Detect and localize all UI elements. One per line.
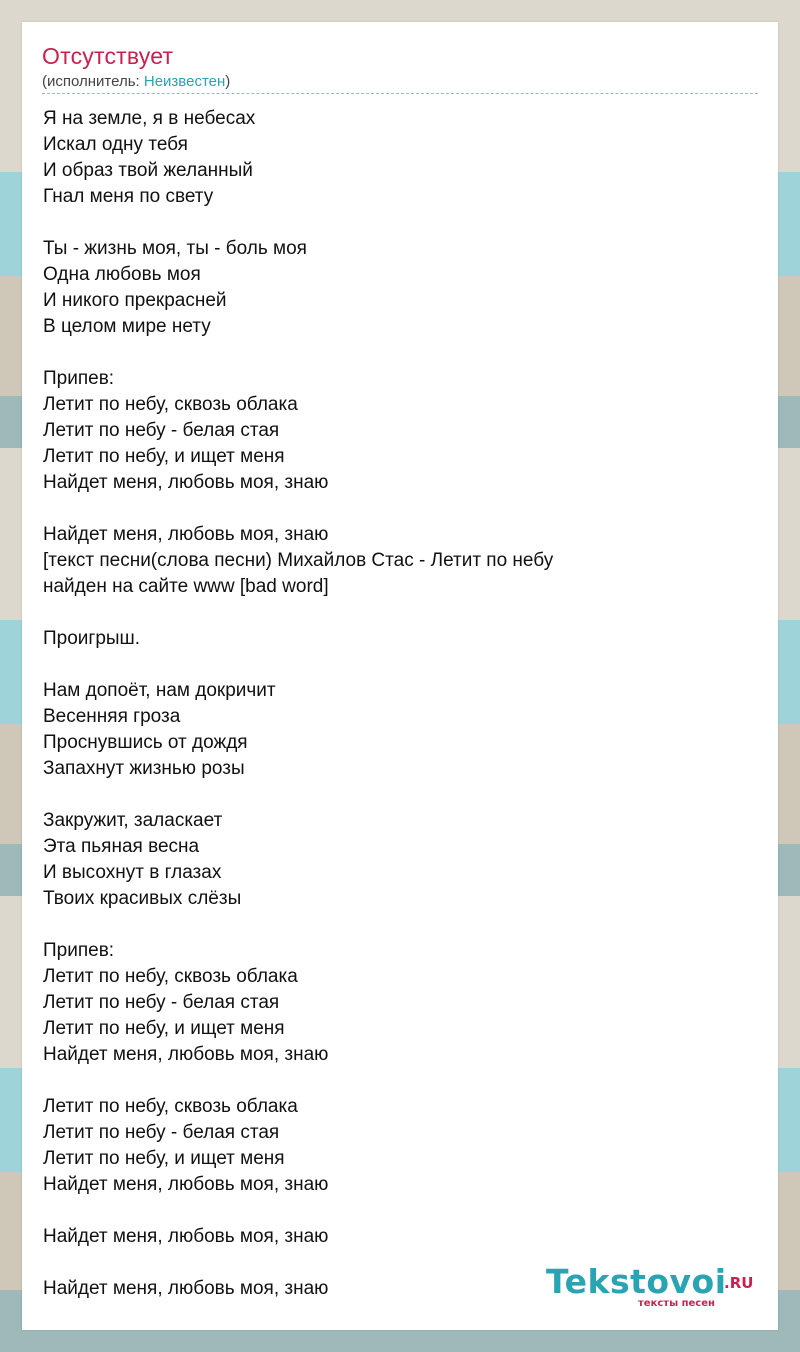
title-divider: [42, 93, 758, 94]
meta-prefix: (исполнитель:: [42, 73, 144, 90]
lyric-line: Летит по небу, сквозь облака: [43, 394, 298, 415]
lyric-line: Закружит, заласкает: [43, 810, 223, 831]
lyrics-card: [22, 22, 778, 1330]
lyric-line: [43, 912, 763, 938]
lyric-line: Запахнут жизнью розы: [43, 758, 245, 779]
lyric-line: Летит по небу, и ищет меня: [43, 1018, 285, 1039]
lyric-line: Найдет меня, любовь моя, знаю: [43, 1278, 329, 1299]
logo-domain: .RU: [724, 1274, 754, 1292]
lyric-line: найден на сайте www [bad word]: [43, 576, 329, 597]
lyric-line: И высохнут в глазах: [43, 862, 222, 883]
artist-link[interactable]: Неизвестен: [143, 73, 226, 90]
lyric-line: Найдет меня, любовь моя, знаю: [43, 1174, 329, 1195]
lyric-line: И образ твой желанный: [43, 160, 253, 181]
lyric-line: Летит по небу, сквозь облака: [43, 966, 298, 987]
lyric-line: Летит по небу - белая стая: [43, 992, 280, 1013]
lyric-line: Проигрыш.: [43, 628, 141, 649]
lyric-line: [43, 1068, 763, 1094]
lyric-line: В целом мире нету: [43, 316, 211, 337]
lyric-line: Летит по небу, сквозь облака: [43, 1096, 298, 1117]
lyric-line: Одна любовь моя: [43, 264, 201, 285]
lyric-line: Найдет меня, любовь моя, знаю: [43, 1226, 329, 1247]
lyric-line: [43, 1198, 763, 1224]
lyric-line: И никого прекрасней: [43, 290, 227, 311]
song-title: Отсутствует: [42, 43, 174, 69]
lyric-line: [43, 496, 763, 522]
site-logo[interactable]: [546, 1262, 756, 1312]
lyric-line: Найдет меня, любовь моя, знаю: [43, 472, 329, 493]
lyric-line: Найдет меня, любовь моя, знаю: [43, 1044, 329, 1065]
lyric-line: Весенняя гроза: [43, 706, 181, 727]
lyric-line: Найдет меня, любовь моя, знаю: [43, 524, 329, 545]
lyric-line: Припев:: [43, 940, 115, 961]
lyric-line: Твоих красивых слёзы: [43, 888, 242, 909]
logo-wordmark: Tekstovoi: [546, 1262, 727, 1301]
lyric-line: Гнал меня по свету: [43, 186, 214, 207]
lyric-line: [43, 210, 763, 236]
lyric-line: [43, 782, 763, 808]
lyric-line: Летит по небу - белая стая: [43, 420, 280, 441]
logo-tagline: тексты песен: [638, 1298, 715, 1309]
lyric-line: Эта пьяная весна: [43, 836, 200, 857]
lyric-line: [43, 340, 763, 366]
song-meta: [42, 73, 230, 90]
lyric-line: Нам допоёт, нам докричит: [43, 680, 276, 701]
lyrics-text: [43, 106, 763, 1302]
lyric-line: Летит по небу - белая стая: [43, 1122, 280, 1143]
meta-suffix: ): [225, 73, 231, 90]
lyric-line: [43, 600, 763, 626]
lyric-line: Проснувшись от дождя: [43, 732, 248, 753]
lyric-line: Я на земле, я в небесах: [43, 108, 256, 129]
lyric-line: [текст песни(слова песни) Михайлов Стас - Летит по небу: [43, 550, 554, 571]
lyric-line: Летит по небу, и ищет меня: [43, 1148, 285, 1169]
lyric-line: Искал одну тебя: [43, 134, 188, 155]
lyric-line: Летит по небу, и ищет меня: [43, 446, 285, 467]
lyric-line: Ты - жизнь моя, ты - боль моя: [43, 238, 307, 259]
lyric-line: Припев:: [43, 368, 115, 389]
lyric-line: [43, 652, 763, 678]
